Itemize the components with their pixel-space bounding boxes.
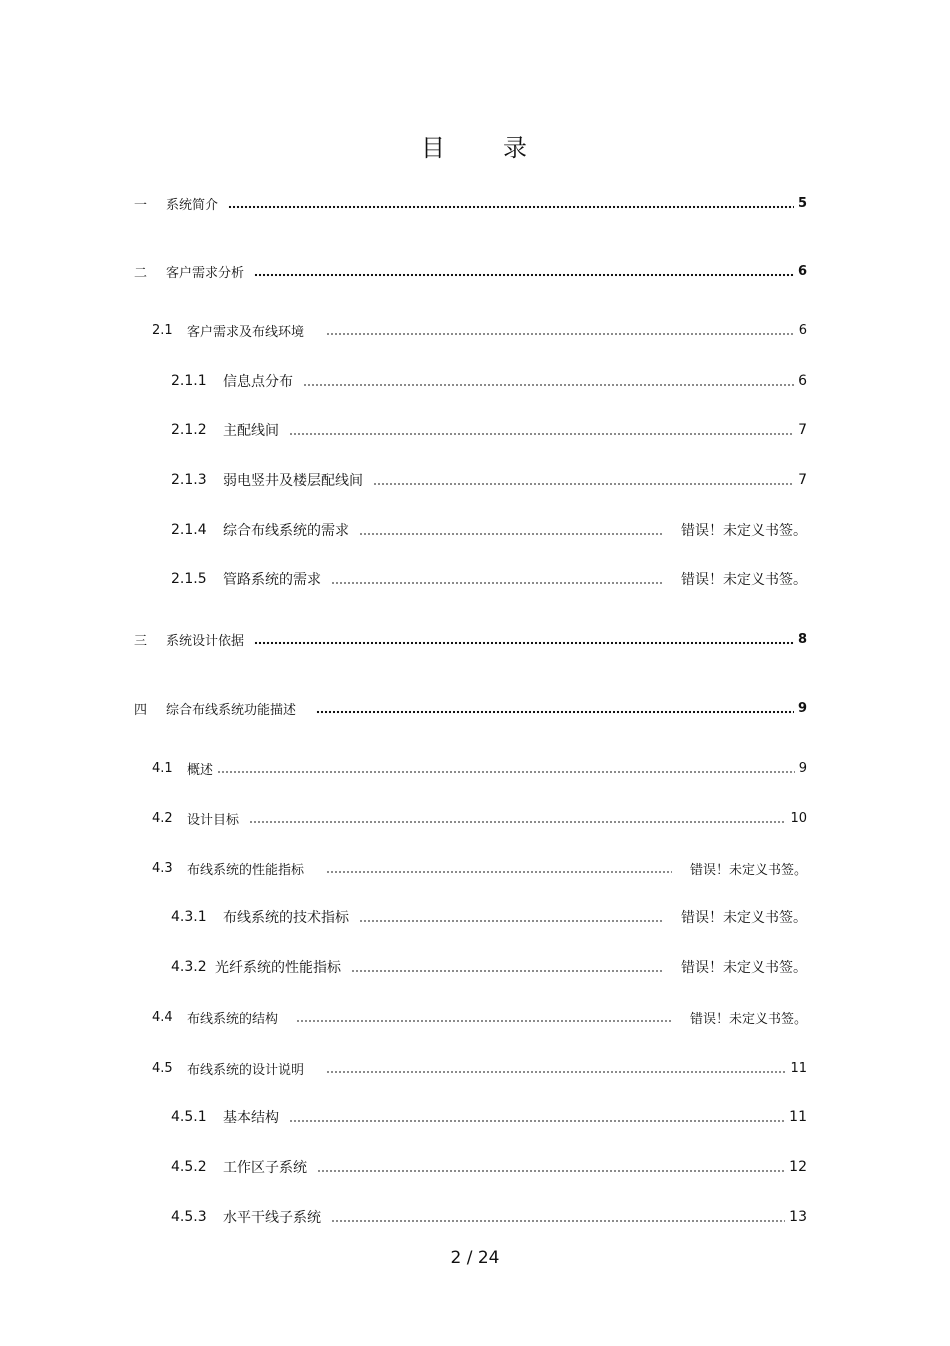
toc-entry[interactable]: [152, 807, 807, 829]
dot-leader: [359, 910, 663, 924]
toc-entry-number: 2.1.5: [171, 571, 207, 587]
toc-entry-label: 概述: [187, 762, 214, 778]
toc-entry-label: 综合布线系统功能描述: [166, 702, 297, 718]
toc-entry-number: 4.5.2: [171, 1159, 207, 1175]
toc-entry-label: 客户需求分析: [166, 265, 245, 281]
toc-entry-page-error: 错误！未定义书签。: [681, 960, 807, 976]
toc-entry-label: 弱电竖井及楼层配线间: [223, 473, 363, 489]
toc-entry-label: 布线系统的性能指标: [187, 862, 305, 878]
dot-leader: [217, 761, 795, 775]
dot-leader: [373, 473, 794, 487]
toc-entry-number: 2.1.1: [171, 373, 207, 389]
toc-entry-label: 布线系统的结构: [187, 1011, 279, 1027]
toc-entry[interactable]: [134, 260, 807, 282]
toc-entry-page: 9: [797, 700, 807, 716]
toc-entry-page: 6: [798, 322, 807, 338]
toc-entry[interactable]: [171, 568, 807, 590]
toc-entry-number: 4.5: [152, 1060, 173, 1076]
toc-entry-label: 设计目标: [187, 812, 240, 828]
toc-entry-label: 客户需求及布线环境: [187, 324, 305, 340]
toc-entry-number: 2.1.3: [171, 472, 207, 488]
toc-entry-label: 水平干线子系统: [223, 1210, 321, 1226]
toc-entry-label: 布线系统的技术指标: [223, 910, 349, 926]
toc-entry-page: 10: [790, 810, 807, 826]
toc-entry-page: 11: [789, 1109, 807, 1125]
dot-leader: [316, 701, 794, 715]
toc-entry[interactable]: [152, 757, 807, 779]
dot-leader: [296, 1010, 672, 1024]
toc-entry-page: 11: [790, 1060, 807, 1076]
dot-leader: [331, 572, 663, 586]
dot-leader: [289, 1110, 785, 1124]
toc-entry-page: 12: [789, 1159, 807, 1175]
toc-title: [0, 128, 950, 163]
toc-entry-label: 管路系统的需求: [223, 572, 321, 588]
dot-leader: [326, 323, 795, 337]
toc-entry-number: 4.1: [152, 760, 173, 776]
toc-entry-page-error: 错误！未定义书签。: [681, 572, 807, 588]
toc-entry-number: 4.5.3: [171, 1209, 207, 1225]
toc-entry-number: 2.1.4: [171, 522, 207, 538]
toc-entry-label: 主配线间: [223, 423, 279, 439]
toc-entry[interactable]: [152, 857, 807, 879]
dot-leader: [326, 1061, 786, 1075]
toc-entry-label: 基本结构: [223, 1110, 279, 1126]
toc-entry-page-error: 错误！未定义书签。: [681, 523, 807, 539]
dot-leader: [303, 374, 794, 388]
toc-entry-number: 4.5.1: [171, 1109, 207, 1125]
toc-entry[interactable]: [171, 370, 807, 392]
toc-entry-page: 5: [797, 195, 807, 211]
toc-entry-number: 4.3: [152, 860, 173, 876]
toc-entry-label: 布线系统的设计说明: [187, 1062, 305, 1078]
toc-entry-label: 光纤系统的性能指标: [215, 960, 341, 976]
toc-entry[interactable]: [171, 1206, 807, 1228]
toc-entry-number: 4.3.1: [171, 909, 207, 925]
toc-entry-label: 系统设计依据: [166, 633, 245, 649]
toc-entry-page: 9: [798, 760, 807, 776]
toc-entry-label: 综合布线系统的需求: [223, 523, 349, 539]
toc-entry-page-error: 错误！未定义书签。: [689, 862, 807, 878]
dot-leader: [351, 960, 663, 974]
page-indicator: 2 / 24: [450, 1248, 500, 1268]
dot-leader: [331, 1210, 785, 1224]
toc-entry-number: 4.2: [152, 810, 173, 826]
toc-entry[interactable]: [171, 1106, 807, 1128]
dot-leader: [289, 423, 794, 437]
toc-entry-number: 三: [134, 633, 148, 649]
toc-entry[interactable]: [152, 1006, 807, 1028]
toc-entry-page: 13: [789, 1209, 807, 1225]
dot-leader: [359, 523, 663, 537]
toc-entry[interactable]: [171, 469, 807, 491]
toc-entry-number: 一: [134, 197, 148, 213]
toc-entry[interactable]: [134, 628, 807, 650]
toc-title-char-2: 录: [503, 134, 529, 162]
toc-entry[interactable]: [171, 519, 807, 541]
toc-entry-number: 4.3.2: [171, 959, 207, 975]
toc-entry[interactable]: [152, 1057, 807, 1079]
toc-entry-number: 四: [134, 702, 148, 718]
toc-entry[interactable]: [171, 419, 807, 441]
toc-entry[interactable]: [152, 319, 807, 341]
toc-entry-page: 6: [798, 373, 807, 389]
toc-entry-label: 系统简介: [166, 197, 219, 213]
toc-entry-label: 工作区子系统: [223, 1160, 307, 1176]
toc-entry-number: 2.1: [152, 322, 173, 338]
dot-leader: [326, 861, 672, 875]
toc-entry-number: 4.4: [152, 1009, 173, 1025]
toc-entry-number: 二: [134, 265, 148, 281]
dot-leader: [249, 811, 786, 825]
toc-entry-page: 7: [798, 422, 807, 438]
dot-leader: [317, 1160, 785, 1174]
toc-entry-page: 7: [798, 472, 807, 488]
toc-entry[interactable]: [134, 192, 807, 214]
toc-entry[interactable]: [171, 906, 807, 928]
dot-leader: [228, 196, 794, 210]
toc-entry[interactable]: [134, 697, 807, 719]
toc-entry-page: 8: [797, 631, 807, 647]
dot-leader: [254, 264, 794, 278]
toc-entry-page: 6: [797, 263, 807, 279]
toc-entry-page-error: 错误！未定义书签。: [681, 910, 807, 926]
toc-entry-label: 信息点分布: [223, 374, 293, 390]
dot-leader: [254, 632, 794, 646]
toc-entry[interactable]: [171, 1156, 807, 1178]
toc-entry-number: 2.1.2: [171, 422, 207, 438]
toc-title-char-1: 目: [421, 134, 447, 162]
toc-entry-page-error: 错误！未定义书签。: [689, 1011, 807, 1027]
toc-entry[interactable]: [171, 956, 807, 978]
